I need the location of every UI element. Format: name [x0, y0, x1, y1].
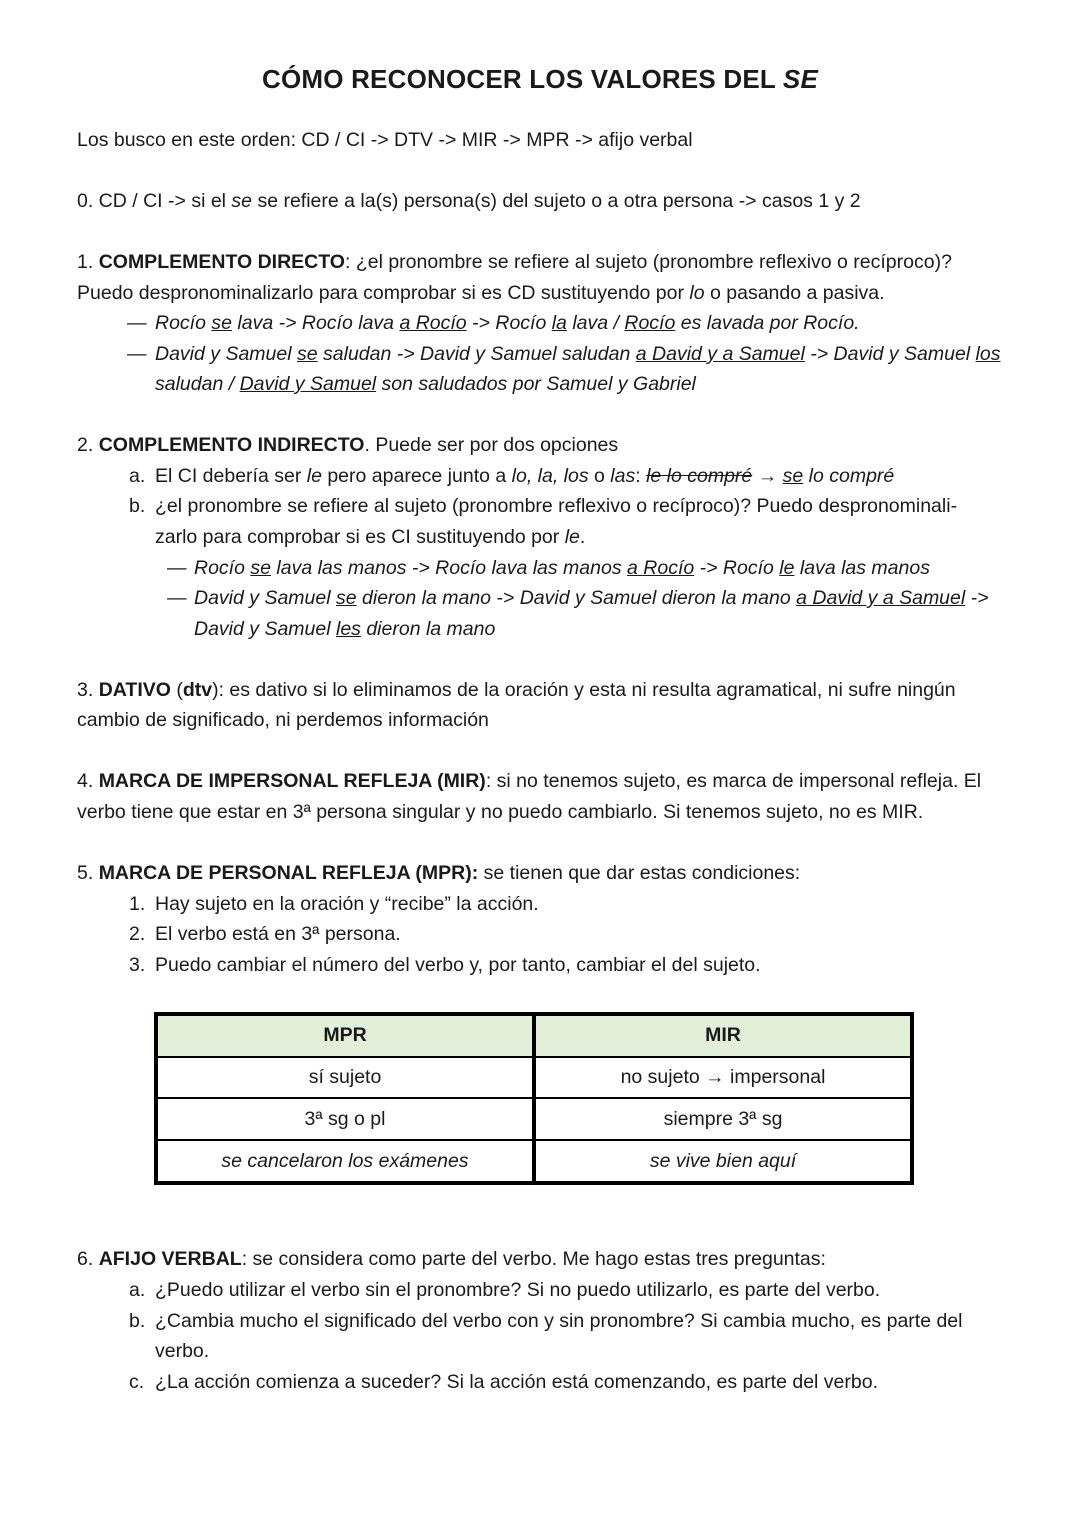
s1e1-u2: a Rocío	[399, 312, 467, 334]
s2e2b-a: David y Samuel	[194, 618, 336, 640]
s2-b-label: b.	[129, 495, 146, 517]
s3-p1: (	[170, 679, 183, 701]
s6-num: 6.	[77, 1248, 99, 1270]
s2e1-d: lava las manos	[794, 557, 930, 579]
s2e1-c: -> Rocío	[694, 557, 780, 579]
s4-text: : si no tenemos sujeto, es marca de impersonal refleja. El	[485, 770, 982, 792]
table-cell: 3ª sg o pl	[156, 1098, 534, 1140]
section-2-heading	[77, 433, 618, 457]
section-3-heading	[77, 678, 956, 702]
table-row	[156, 1098, 912, 1140]
s3-head: DATIVO	[98, 679, 171, 701]
s1e1-d: lava /	[566, 312, 625, 334]
s2e2-c: ->	[965, 587, 989, 609]
s1-line2b: o pasando a pasiva.	[704, 282, 885, 304]
s1e2-u2: a David y a Samuel	[635, 343, 805, 365]
s1e2b-u1: David y Samuel	[239, 373, 377, 395]
table-cell: se vive bien aquí	[534, 1140, 912, 1183]
s1e2-u1: se	[296, 343, 318, 365]
s1-dash-1: —	[127, 312, 147, 334]
table-row	[156, 1057, 912, 1099]
section-1-heading	[77, 250, 952, 274]
s6-a-label: a.	[129, 1279, 146, 1301]
s2e2b-u1: les	[335, 618, 361, 640]
s6-text: : se considera como parte del verbo. Me hago estas tres preguntas:	[241, 1248, 826, 1270]
page-title	[0, 64, 1080, 95]
s1e2-b: saludan -> David y Samuel saludan	[317, 343, 636, 365]
s2a-lo: lo, la, los	[511, 465, 589, 487]
table-header-mir: MIR	[534, 1014, 912, 1057]
s1-dash-2: —	[127, 343, 147, 365]
s2a-las: las	[610, 465, 636, 487]
s2a-le: le	[306, 465, 322, 487]
s6-item-b-line2: verbo.	[155, 1340, 210, 1362]
table-cell: se cancelaron los exámenes	[156, 1140, 534, 1183]
s2e2-u2: a David y a Samuel	[796, 587, 966, 609]
s2-example-2-cont	[194, 617, 495, 641]
s5-item-3: Puedo cambiar el número del verbo y, por tanto, cambiar el del sujeto.	[155, 954, 761, 976]
s1-example-1	[155, 311, 860, 335]
intro-line: Los busco en este orden: CD / CI -> DTV -> MIR -> MPR -> afijo verbal	[77, 129, 693, 151]
s6-item-c: ¿La acción comienza a suceder? Si la acción está comenzando, es parte del verbo.	[155, 1371, 878, 1393]
s6-item-a: ¿Puedo utilizar el verbo sin el pronombre? Si no puedo utilizarlo, es parte del verbo.	[155, 1279, 881, 1301]
s5-item-3-num: 3.	[129, 954, 146, 976]
s2b2-b: .	[579, 526, 586, 548]
s1-head: COMPLEMENTO DIRECTO	[98, 251, 345, 273]
s2a-se: se	[782, 465, 804, 487]
s2-a-label: a.	[129, 465, 146, 487]
s1e1-b: lava -> Rocío lava	[231, 312, 400, 334]
s5-item-1: Hay sujeto en la oración y “recibe” la acción.	[155, 893, 539, 915]
s0-text-a: 0. CD / CI -> si el	[77, 190, 232, 212]
section-1-line2	[77, 281, 885, 305]
table-cell: no sujeto → impersonal	[534, 1057, 912, 1099]
s0-se: se	[231, 190, 253, 212]
s6-c-label: c.	[129, 1371, 145, 1393]
title-se: SE	[782, 64, 819, 94]
section-5-heading	[77, 861, 800, 885]
table-row	[156, 1140, 912, 1183]
s2e1-u2: a Rocío	[627, 557, 695, 579]
section-4-heading	[77, 769, 981, 793]
s2-example-1	[194, 556, 930, 580]
s1e1-u1: se	[211, 312, 232, 334]
s2a-t1: El CI debería ser	[155, 465, 307, 487]
s2e1-b: lava las manos -> Rocío lava las manos	[270, 557, 628, 579]
s2a-t5: lo compré	[803, 465, 895, 487]
s2b2-a: zarlo para comprobar si es CI sustituyendo por	[155, 526, 565, 548]
s2a-strike: le lo compré	[646, 465, 753, 487]
section-0	[77, 189, 861, 213]
s1e2b-a: saludan /	[155, 373, 240, 395]
s1e1-u4: Rocío	[624, 312, 676, 334]
s6-b-label: b.	[129, 1310, 146, 1332]
s5-item-1-num: 1.	[129, 893, 146, 915]
s5-item-2: El verbo está en 3ª persona.	[155, 923, 401, 945]
s3-dtv: dtv	[182, 679, 213, 701]
s1e2-a: David y Samuel	[155, 343, 297, 365]
mpr-mir-table	[154, 1012, 914, 1185]
s1-line2a: Puedo despronominalizarlo para comprobar si es CD sustituyendo por	[77, 282, 690, 304]
s5-text: se tienen que dar estas condiciones:	[478, 862, 801, 884]
s2e1-u3: le	[779, 557, 795, 579]
s1e2-u3: los	[975, 343, 1001, 365]
s1e2b-b: son saludados por Samuel y Gabriel	[376, 373, 696, 395]
s2a-t4: :	[635, 465, 647, 487]
s6-head: AFIJO VERBAL	[98, 1248, 242, 1270]
s2-text: . Puede ser por dos opciones	[364, 434, 619, 456]
s2-item-a	[155, 464, 894, 488]
s2-dash-2: —	[167, 587, 187, 609]
s1-example-2-cont	[155, 372, 696, 396]
s2e2-a: David y Samuel	[194, 587, 336, 609]
s1e1-c: -> Rocío	[466, 312, 552, 334]
s1e1-u3: la	[551, 312, 567, 334]
s2e1-a: Rocío	[194, 557, 251, 579]
s2a-t3: o	[588, 465, 611, 487]
table-cell: siempre 3ª sg	[534, 1098, 912, 1140]
s1e2-c: -> David y Samuel	[804, 343, 976, 365]
table-header-row	[156, 1014, 912, 1057]
s2-num: 2.	[77, 434, 99, 456]
s1e1-a: Rocío	[155, 312, 212, 334]
s3-num: 3.	[77, 679, 99, 701]
s2-dash-1: —	[167, 557, 187, 579]
s2b2-le: le	[564, 526, 580, 548]
s3-p2: ): es dativo si lo eliminamos de la oración y esta ni resulta agramatical, ni sufre ningún	[212, 679, 956, 701]
s2-example-2	[194, 586, 989, 610]
s4-head: MARCA DE IMPERSONAL REFLEJA (MIR)	[98, 770, 486, 792]
section-6-heading	[77, 1247, 826, 1271]
s0-text-b: se refiere a la(s) persona(s) del sujeto o a otra persona -> casos 1 y 2	[252, 190, 861, 212]
s2-head: COMPLEMENTO INDIRECTO	[98, 434, 365, 456]
table-header-mpr: MPR	[156, 1014, 534, 1057]
s2e1-u1: se	[250, 557, 271, 579]
s2e2-b: dieron la mano -> David y Samuel dieron la mano	[356, 587, 797, 609]
s1-text: : ¿el pronombre se refiere al sujeto (pronombre reflexivo o recíproco)?	[344, 251, 952, 273]
s5-item-2-num: 2.	[129, 923, 146, 945]
s2a-arrow: →	[752, 465, 783, 487]
s2a-t2: pero aparece junto a	[321, 465, 512, 487]
s5-num: 5.	[77, 862, 99, 884]
s2e2b-b: dieron la mano	[360, 618, 496, 640]
s1-example-2	[155, 342, 1000, 366]
s4-num: 4.	[77, 770, 99, 792]
s5-head: MARCA DE PERSONAL REFLEJA (MPR):	[98, 862, 479, 884]
section-3-line2: cambio de significado, ni perdemos información	[77, 709, 489, 731]
s6-item-b-line1: ¿Cambia mucho el significado del verbo con y sin pronombre? Si cambia mucho, es parte del	[155, 1310, 963, 1332]
s1-lo: lo	[689, 282, 705, 304]
s1-num: 1.	[77, 251, 99, 273]
s1e1-e: es lavada por Rocío.	[675, 312, 860, 334]
s2e2-u1: se	[335, 587, 357, 609]
s2-item-b-line1: ¿el pronombre se refiere al sujeto (pronombre reflexivo o recíproco)? Puedo despronominali-	[155, 495, 958, 517]
s2-item-b-line2	[155, 525, 585, 549]
table-cell: sí sujeto	[156, 1057, 534, 1099]
section-4-line2: verbo tiene que estar en 3ª persona singular y no puedo cambiarlo. Si tenemos sujeto, no es MIR.	[77, 801, 924, 823]
title-text: CÓMO RECONOCER LOS VALORES DEL	[261, 64, 783, 94]
